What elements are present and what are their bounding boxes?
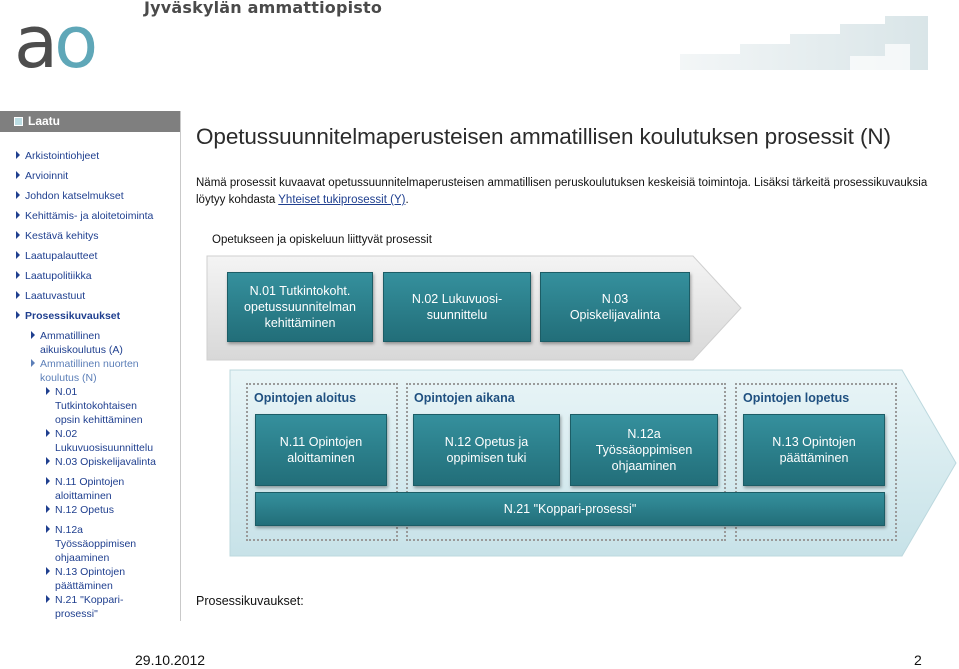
zone-label-lopetus: Opintojen lopetus [743, 391, 850, 405]
logo-letter-o: o [54, 0, 95, 84]
sidebar-subsubitem-n02[interactable]: N.02 Lukuvuosisuunnittelu [46, 427, 166, 455]
triangle-right-icon [16, 171, 20, 179]
zone-label-aloitus: Opintojen aloitus [254, 391, 357, 405]
sidebar-subsubitem-n03[interactable]: N.03 Opiskelijavalinta [46, 455, 156, 469]
process-box-n03[interactable]: N.03 Opiskelijavalinta [540, 272, 690, 342]
zone-label-aikana: Opintojen aikana [414, 391, 515, 405]
slide-date: 29.10.2012 [135, 652, 206, 668]
triangle-right-icon [46, 387, 50, 395]
sidebar-subitem-aikuiskoulutus[interactable]: Ammatillinen aikuiskoulutus (A) [31, 329, 151, 357]
section-title: Opetukseen ja opiskeluun liittyvät prosessit [212, 234, 432, 246]
square-bullet-icon [14, 117, 23, 126]
triangle-right-icon [16, 311, 20, 319]
sidebar-subsubitem-n11[interactable]: N.11 Opintojen aloittaminen [46, 475, 156, 503]
process-box-n12a[interactable]: N.12a Työssäoppimisen ohjaaminen [570, 414, 718, 486]
stairs-decoration-icon [680, 16, 928, 70]
process-box-n01[interactable]: N.01 Tutkintokoht. opetussuunnitelman kehittäminen [227, 272, 373, 342]
process-box-n11[interactable]: N.11 Opintojen aloittaminen [255, 414, 387, 486]
triangle-right-icon [46, 477, 50, 485]
sidebar-item-arkistointiohjeet[interactable]: Arkistointiohjeet [16, 149, 99, 163]
school-name: Jyväskylän ammattiopisto [144, 0, 383, 17]
triangle-right-icon [46, 457, 50, 465]
sidebar-item-arvioinnit[interactable]: Arvioinnit [16, 169, 68, 183]
process-descriptions-label: Prosessikuvaukset: [196, 594, 304, 608]
slide-page-number: 2 [914, 652, 922, 668]
triangle-right-icon [16, 151, 20, 159]
sidebar-item-laatupalautteet[interactable]: Laatupalautteet [16, 249, 97, 263]
intro-end: . [405, 194, 409, 206]
sidebar-item-prosessikuvaukset[interactable]: Prosessikuvaukset [16, 309, 120, 323]
triangle-right-icon [16, 191, 20, 199]
triangle-right-icon [31, 359, 35, 367]
triangle-right-icon [46, 525, 50, 533]
page-title: Opetussuunnitelmaperusteisen ammatillisen koulutuksen prosessit (N) [196, 124, 891, 149]
sidebar-subsubitem-n12a[interactable]: N.12a Työssäoppimisen ohjaaminen [46, 523, 156, 565]
process-box-n02[interactable]: N.02 Lukuvuosi-suunnittelu [383, 272, 531, 342]
process-box-n13[interactable]: N.13 Opintojen päättäminen [743, 414, 885, 486]
sidebar [0, 111, 181, 621]
sidebar-item-laatupolitiikka[interactable]: Laatupolitiikka [16, 269, 92, 283]
triangle-right-icon [16, 271, 20, 279]
triangle-right-icon [46, 567, 50, 575]
triangle-right-icon [16, 231, 20, 239]
triangle-right-icon [46, 505, 50, 513]
sidebar-heading[interactable]: Laatu [0, 111, 180, 132]
sidebar-item-laatuvastuut[interactable]: Laatuvastuut [16, 289, 85, 303]
logo-letter-a: a [14, 0, 55, 84]
process-box-n21[interactable]: N.21 "Koppari-prosessi" [255, 492, 885, 526]
support-processes-link[interactable]: Yhteiset tukiprosessit (Y) [278, 194, 406, 206]
sidebar-subsubitem-n01[interactable]: N.01 Tutkintokohtaisen opsin kehittäminen [46, 385, 156, 427]
sidebar-item-johdon-katselmukset[interactable]: Johdon katselmukset [16, 189, 124, 203]
triangle-right-icon [16, 291, 20, 299]
triangle-right-icon [31, 331, 35, 339]
sidebar-subitem-nuorten-koulutus[interactable]: Ammatillinen nuorten koulutus (N) [31, 357, 151, 385]
sidebar-subsubitem-n21[interactable]: N.21 "Koppari-prosessi" [46, 593, 156, 621]
sidebar-subsubitem-n12[interactable]: N.12 Opetus [46, 503, 114, 517]
intro-paragraph [196, 175, 936, 209]
process-box-n12[interactable]: N.12 Opetus ja oppimisen tuki [413, 414, 560, 486]
sidebar-subsubitem-n13[interactable]: N.13 Opintojen päättäminen [46, 565, 156, 593]
triangle-right-icon [16, 251, 20, 259]
triangle-right-icon [46, 595, 50, 603]
logo [14, 0, 95, 84]
sidebar-item-kestava-kehitys[interactable]: Kestävä kehitys [16, 229, 99, 243]
sidebar-item-kehittamis[interactable]: Kehittämis- ja aloitetoiminta [16, 209, 153, 223]
triangle-right-icon [46, 429, 50, 437]
triangle-right-icon [16, 211, 20, 219]
intro-text: Nämä prosessit kuvaavat opetussuunnitelmaperusteisen ammatillisen peruskoulutuksen keskeisiä toimintoja. Lisäksi tärkeitä prosessikuvauksia löytyy kohdasta [196, 177, 928, 206]
